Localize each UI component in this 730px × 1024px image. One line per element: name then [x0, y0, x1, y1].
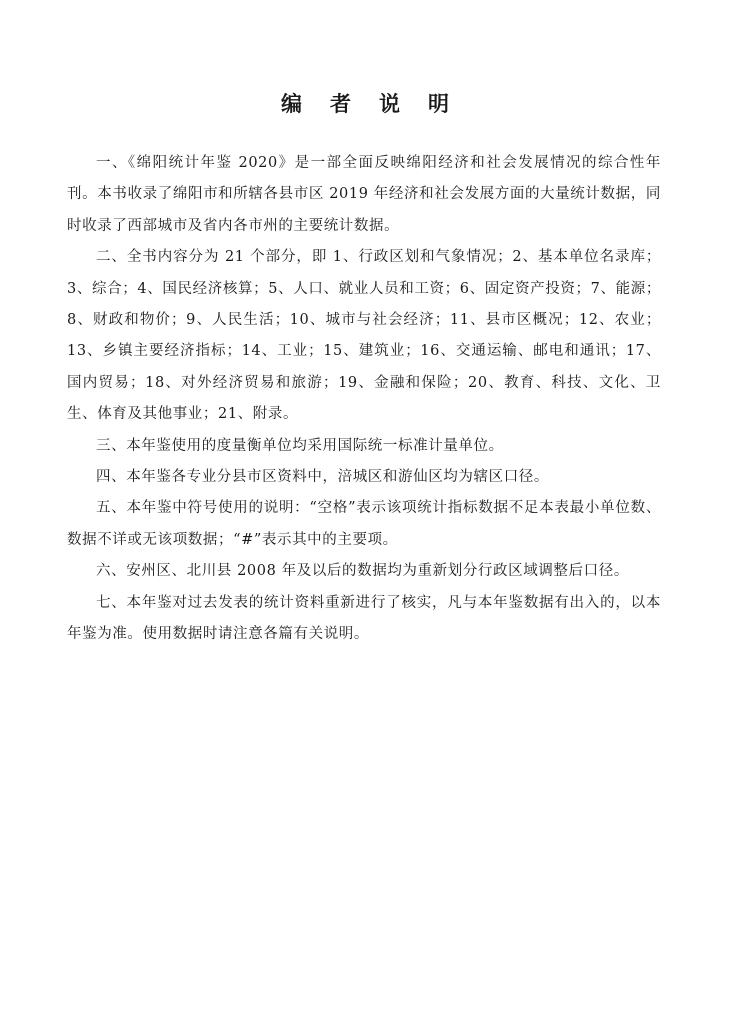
- paragraph-6: 六、安州区、北川县 2008 年及以后的数据均为重新划分行政区域调整后口径。: [96, 563, 629, 580]
- paragraph-5: 五、本年鉴中符号使用的说明：“空格”表示该项统计指标数据不足本表最小单位数、数据不详或无该项数据；“#”表示其中的主要项。: [67, 500, 661, 548]
- paragraph-3: 三、本年鉴使用的度量衡单位均采用国际统一标准计量单位。: [96, 437, 504, 454]
- paragraph-4: 四、本年鉴各专业分县市区资料中，涪城区和游仙区均为辖区口径。: [96, 469, 549, 486]
- page-title: 编者说明: [281, 91, 477, 116]
- document-body: [67, 148, 661, 651]
- paragraph-7: 七、本年鉴对过去发表的统计资料重新进行了核实，凡与本年鉴数据有出入的，以本年鉴为准。使用数据时请注意各篇有关说明。: [67, 594, 661, 643]
- paragraph-1: 一、《绵阳统计年鉴 2020》是一部全面反映绵阳经济和社会发展情况的综合性年刊。本书收录了绵阳市和所辖各县市区 2019 年经济和社会发展方面的大量统计数据，同时收录了西部城市及省内各市州的主要统计数据。: [67, 155, 661, 234]
- paragraph-2: 二、全书内容分为 21 个部分，即 1、行政区划和气象情况；2、基本单位名录库；3、综合；4、国民经济核算；5、人口、就业人员和工资；6、固定资产投资；7、能源；8、财政和物价；9、人民生活；10、城市与社会经济；11、县市区概况；12、农业；13、乡镇主要经济指标；14、工业；15、建筑业；16、交通运输、邮电和通讯；17、国内贸易；18、对外经济贸易和旅游；19、金融和保险；20、教育、科技、文化、卫生、体育及其他事业；21、附录。: [67, 249, 661, 423]
